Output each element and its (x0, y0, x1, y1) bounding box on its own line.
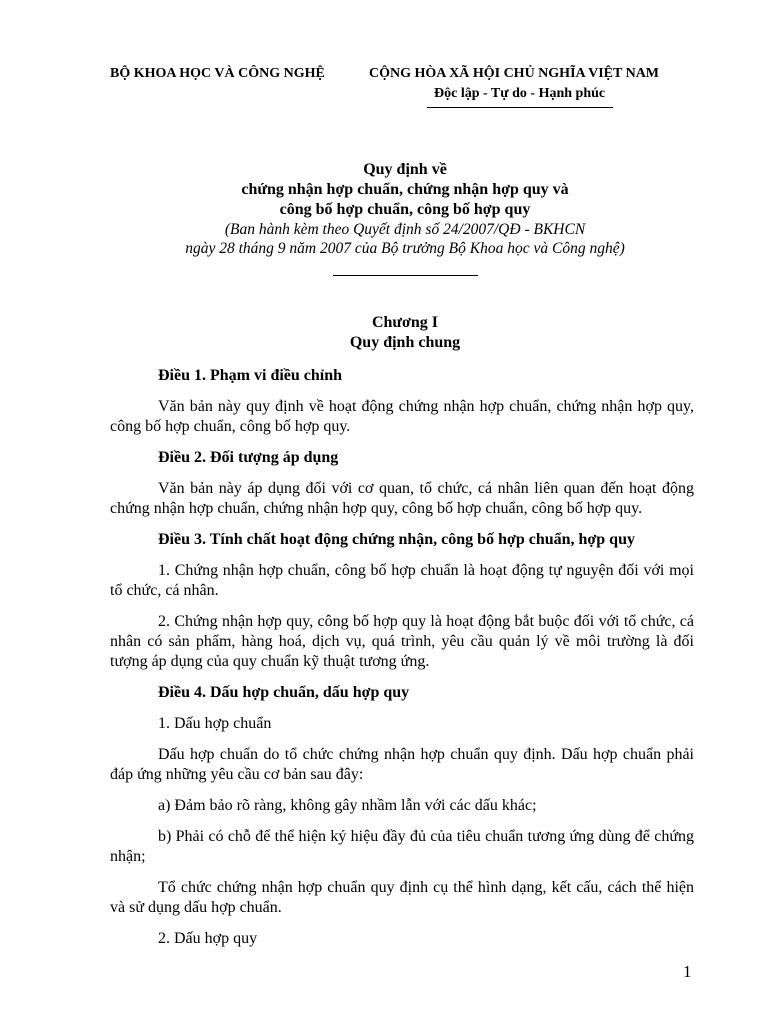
chapter-name: Quy định chung (349, 334, 461, 351)
title-line-3: công bố hợp chuẩn, công bố hợp quy (279, 201, 531, 218)
body-paragraph: Văn bản này áp dụng đối với cơ quan, tổ chức, cá nhân liên quan đến hoạt động chứng nhận hợp chuẩn, chứng nhận hợp quy, công bố hợp chuẩn, công bố hợp quy. (110, 480, 694, 517)
body-paragraph: a) Đảm bảo rõ ràng, không gây nhầm lẫn với các dấu khác; (158, 797, 537, 814)
chapter-heading (110, 313, 700, 353)
page-number: 1 (683, 962, 692, 981)
body-paragraph: 1. Chứng nhận hợp chuẩn, công bố hợp chuẩn là hoạt động tự nguyện đối với mọi tổ chức, cá nhân. (110, 562, 694, 599)
title-line-1: Quy định về (363, 161, 447, 178)
article-heading: Điều 1. Phạm vi điều chỉnh (158, 367, 343, 384)
ministry-name: BỘ KHOA HỌC VÀ CÔNG NGHỆ (110, 66, 325, 81)
body-paragraph: Tổ chức chứng nhận hợp chuẩn quy định cụ thể hình dạng, kết cấu, cách thể hiện và sử dụng dấu hợp chuẩn. (110, 879, 694, 916)
title-separator (333, 275, 478, 276)
body-paragraph: 2. Chứng nhận hợp quy, công bố hợp quy là hoạt động bắt buộc đối với tổ chức, cá nhân có sản phẩm, hàng hoá, dịch vụ, quá trình, yêu cầu quản lý về môi trường là đối tượng áp dụng của quy chuẩn kỹ thuật tương ứng. (110, 613, 694, 670)
national-motto: Độc lập - Tự do - Hạnh phúc (434, 86, 606, 101)
article-heading: Điều 3. Tính chất hoạt động chứng nhận, công bố hợp chuẩn, hợp quy (158, 531, 635, 548)
title-line-2: chứng nhận hợp chuẩn, chứng nhận hợp quy và (241, 181, 569, 198)
document-body (110, 366, 694, 960)
body-paragraph: 1. Dấu hợp chuẩn (158, 715, 272, 732)
republic-name: CỘNG HÒA XÃ HỘI CHỦ NGHĨA VIỆT NAM (369, 66, 660, 81)
body-paragraph: 2. Dấu hợp quy (158, 930, 258, 947)
article-heading: Điều 2. Đối tượng áp dụng (158, 449, 339, 466)
document-title-block (110, 160, 700, 276)
body-paragraph: Văn bản này quy định về hoạt động chứng nhận hợp chuẩn, chứng nhận hợp quy, công bố hợp chuẩn, công bố hợp quy. (110, 398, 694, 435)
issuance-note-1: (Ban hành kèm theo Quyết định số 24/2007/QĐ - BKHCN (224, 221, 586, 238)
issuance-note-2: ngày 28 tháng 9 năm 2007 của Bộ trưởng Bộ Khoa học và Công nghệ) (185, 240, 625, 257)
chapter-number: Chương I (371, 314, 439, 331)
motto-underline (427, 107, 613, 108)
body-paragraph: Dấu hợp chuẩn do tổ chức chứng nhận hợp chuẩn quy định. Dấu hợp chuẩn phải đáp ứng những yêu cầu cơ bản sau đây: (110, 746, 694, 783)
body-paragraph: b) Phải có chỗ để thể hiện ký hiệu đầy đủ của tiêu chuẩn tương ứng dùng để chứng nhận; (110, 828, 694, 865)
article-heading: Điều 4. Dấu hợp chuẩn, dấu hợp quy (158, 684, 410, 701)
